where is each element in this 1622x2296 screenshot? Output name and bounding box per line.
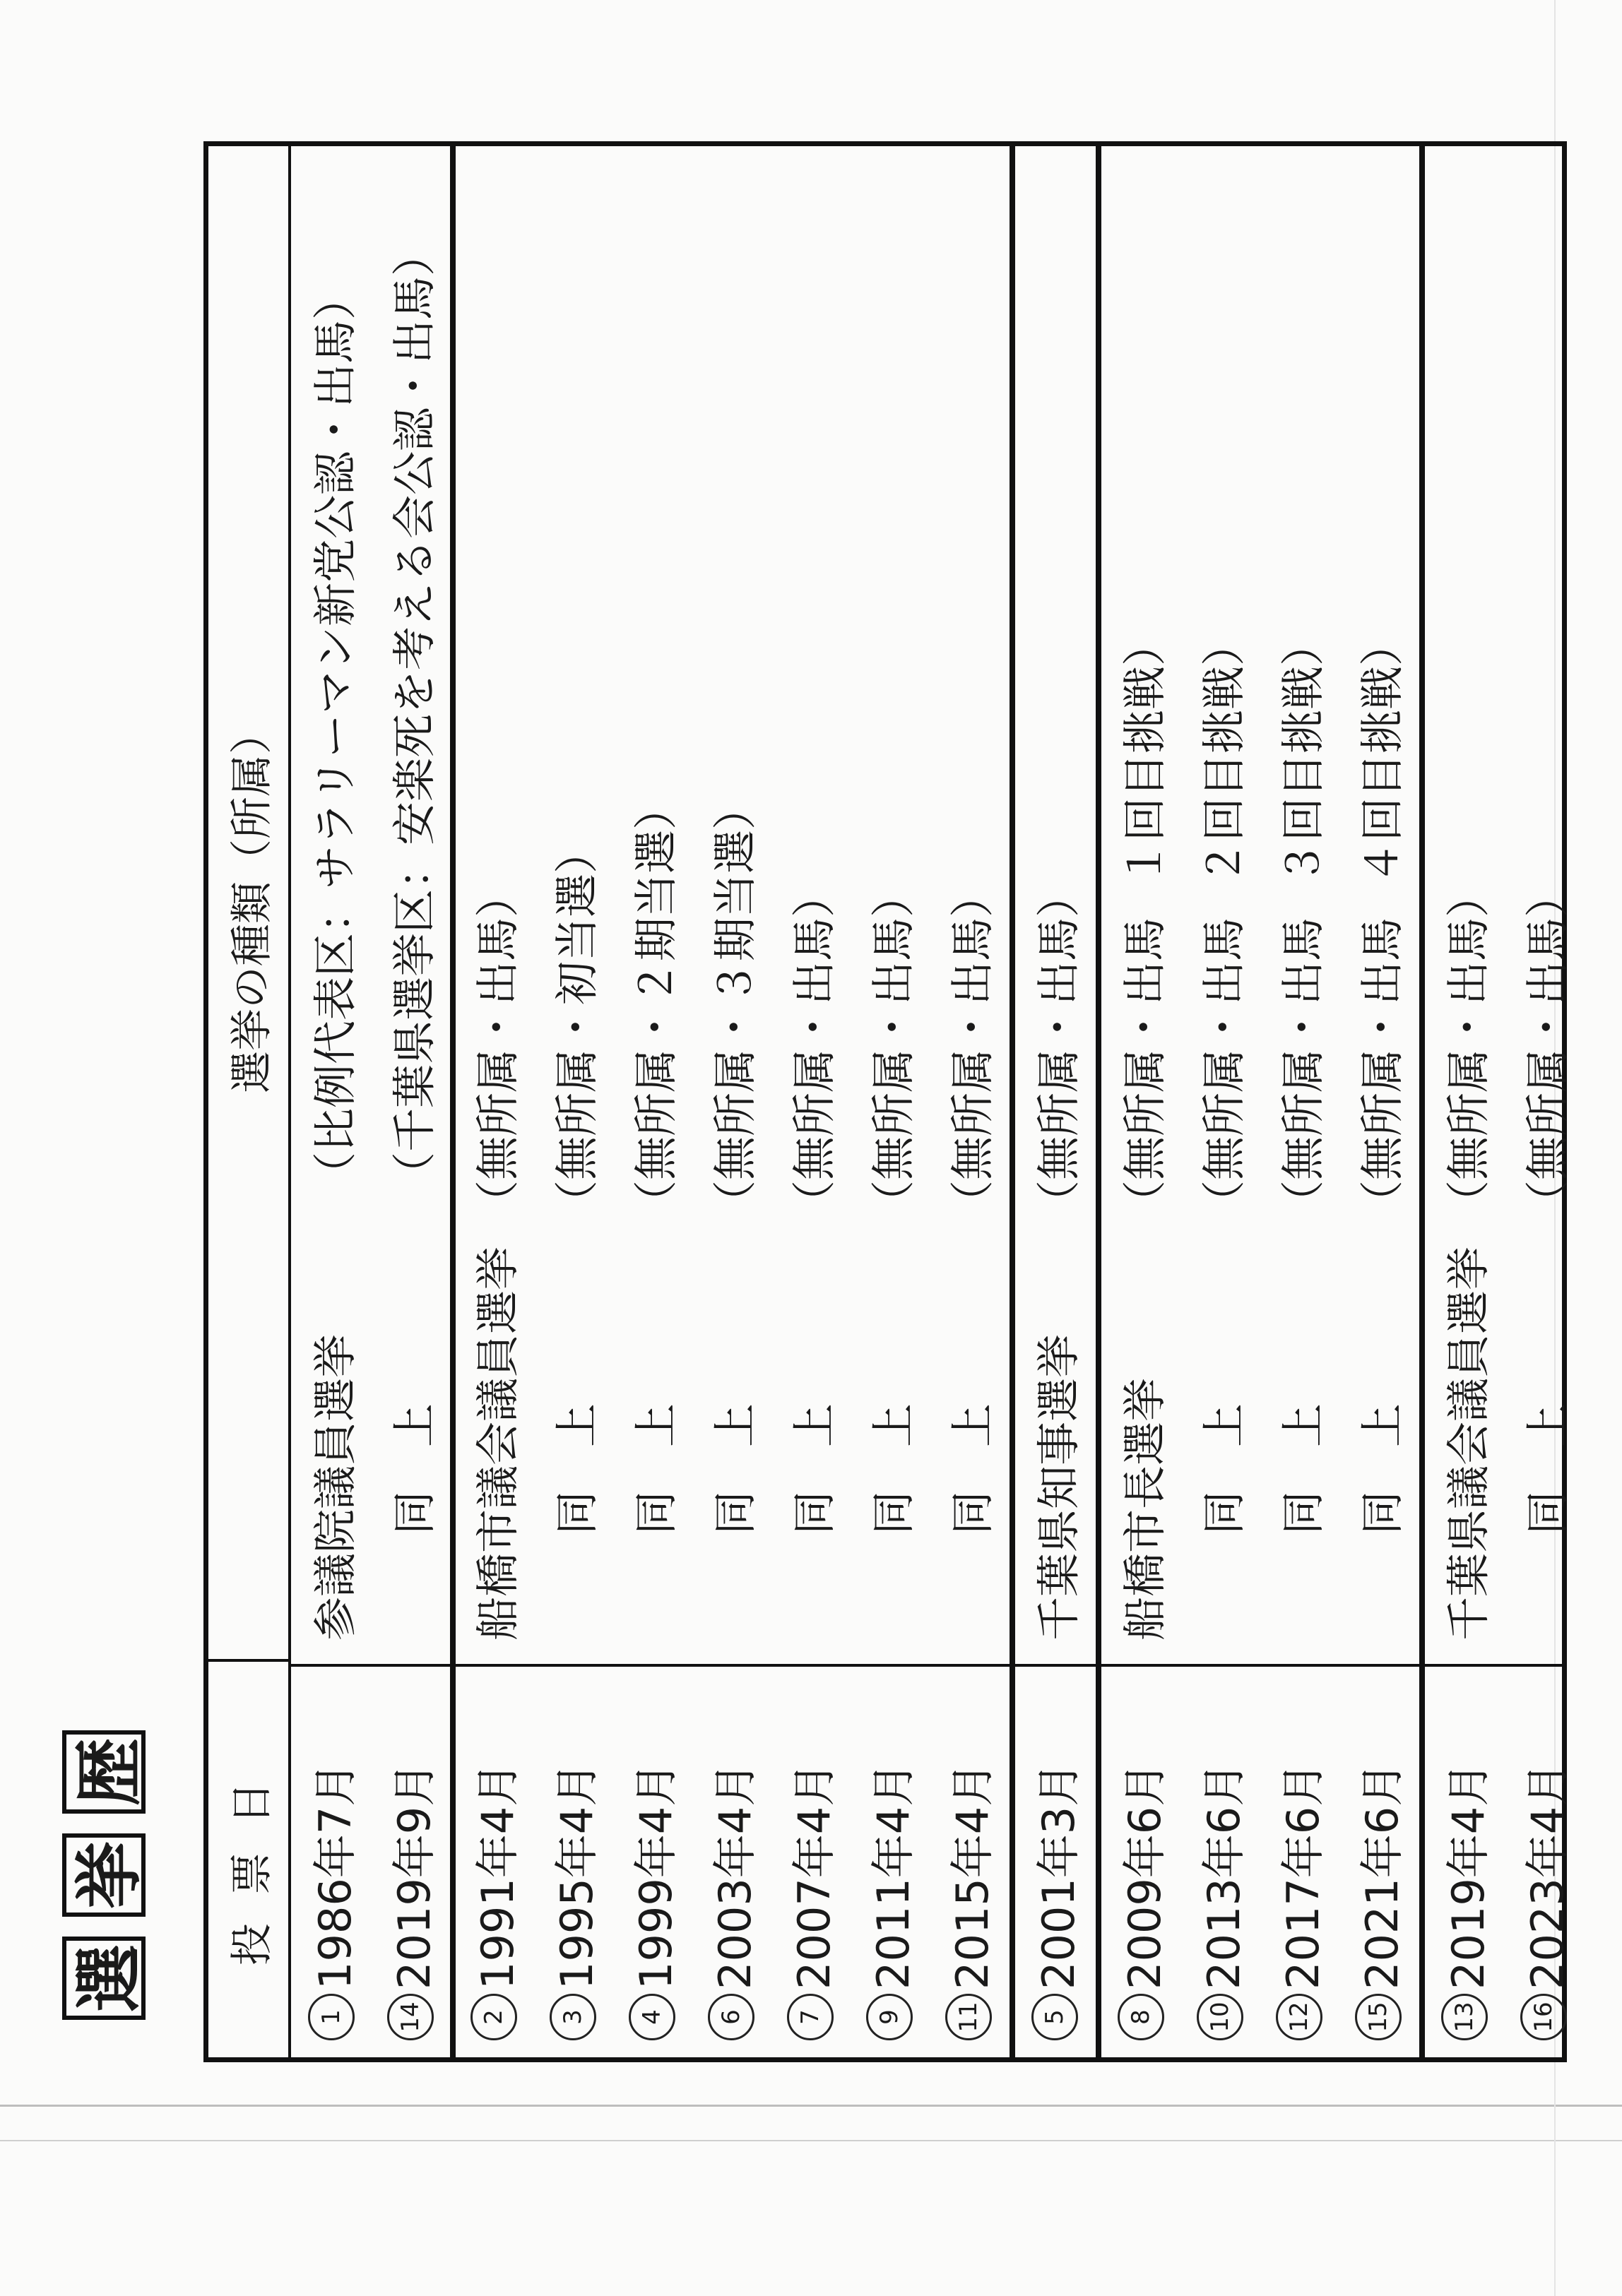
- election-kind: 同 上: [629, 1403, 682, 1535]
- row-number-badge: 11: [945, 1994, 992, 2040]
- table-row: [454, 146, 533, 2057]
- affiliation-detail: （無所属・出馬）: [471, 873, 523, 1224]
- row-number-badge: 4: [629, 1994, 675, 2040]
- vote-date: [1504, 1763, 1583, 2040]
- row-number-badge: 10: [1197, 1994, 1243, 2040]
- affiliation-detail: （無所属・出馬: [1197, 917, 1250, 1224]
- date-text: 2015年4月: [946, 1762, 998, 1989]
- attempt-note: １回目挑戦）: [1118, 621, 1171, 885]
- vote-date: [612, 1763, 692, 2040]
- vote-date: [1180, 1763, 1260, 2040]
- vote-date: [1101, 1763, 1180, 2040]
- vote-date: [371, 1763, 450, 2040]
- affiliation-detail: （無所属・３期当選）: [709, 785, 761, 1224]
- row-number-badge: 12: [1276, 1994, 1322, 2040]
- election-kind: 同 上: [788, 1403, 840, 1535]
- election-kind: 同 上: [1197, 1403, 1250, 1535]
- attempt-note: ３回目挑戦）: [1277, 621, 1329, 885]
- vote-date: [1425, 1763, 1504, 2040]
- election-kind: 同 上: [550, 1403, 603, 1535]
- table-row: [292, 146, 371, 2057]
- attempt-note: ４回目挑戦）: [1356, 621, 1408, 885]
- election-kind: 同 上: [1521, 1403, 1573, 1535]
- date-text: 2017年6月: [1277, 1762, 1329, 1989]
- affiliation-detail: （無所属・出馬: [1277, 917, 1329, 1224]
- row-number-badge: 16: [1520, 1994, 1567, 2040]
- group-divider: [1419, 146, 1425, 2057]
- affiliation-detail: （比例代表区：サラリーマン新党公認・出馬）: [309, 275, 361, 1196]
- affiliation-detail: （無所属・２期当選）: [629, 785, 682, 1224]
- row-number-badge: 9: [866, 1994, 913, 2040]
- group-divider: [1010, 146, 1015, 2057]
- vote-date: [929, 1763, 1008, 2040]
- row-number-badge: 3: [550, 1994, 596, 2040]
- header-date: 投票日: [208, 1659, 288, 2057]
- table-row: [692, 146, 771, 2057]
- election-kind: 船橋市長選挙: [1118, 1377, 1171, 1641]
- vote-date: [1339, 1763, 1418, 2040]
- election-kind: 千葉県知事選挙: [1032, 1333, 1084, 1641]
- table-header: [208, 146, 291, 2057]
- row-number-badge: 5: [1031, 1994, 1078, 2040]
- paper-edge: [0, 2140, 1622, 2141]
- rotated-document: [62, 141, 1574, 2062]
- table-row: [612, 146, 692, 2057]
- table-row: [1504, 146, 1583, 2057]
- table-row: [1180, 146, 1260, 2057]
- vote-date: [1260, 1763, 1339, 2040]
- table-row: [1425, 146, 1504, 2057]
- row-number-badge: 7: [787, 1994, 834, 2040]
- affiliation-detail: （無所属・出馬）: [946, 873, 998, 1224]
- vote-date: [1015, 1763, 1094, 2040]
- title-char: 選: [62, 1937, 146, 2020]
- date-text: 1999年4月: [629, 1762, 682, 1989]
- date-text: 1995年4月: [550, 1762, 603, 1989]
- election-kind: 船橋市議会議員選挙: [471, 1246, 523, 1641]
- election-kind: 同 上: [709, 1403, 761, 1535]
- table-row: [771, 146, 850, 2057]
- date-text: 1991年4月: [471, 1762, 523, 1989]
- attempt-note: ２回目挑戦）: [1197, 621, 1250, 885]
- table-row: [371, 146, 450, 2057]
- affiliation-detail: （無所属・出馬）: [788, 873, 840, 1224]
- election-kind: 同 上: [946, 1403, 998, 1535]
- election-history-table: [203, 141, 1573, 2062]
- affiliation-detail: （無所属・出馬）: [1521, 873, 1573, 1224]
- table-row: [1015, 146, 1094, 2057]
- election-kind: 同 上: [388, 1403, 440, 1535]
- date-text: 2013年6月: [1197, 1762, 1250, 1989]
- affiliation-detail: （無所属・初当選）: [550, 829, 603, 1224]
- row-number-badge: 1: [308, 1994, 355, 2040]
- paper-edge: [0, 2105, 1622, 2107]
- date-text: 2009年6月: [1118, 1762, 1171, 1989]
- election-kind: 参議院議員選挙: [309, 1333, 361, 1641]
- date-text: 2023年4月: [1521, 1762, 1573, 1989]
- group-divider: [1096, 146, 1101, 2057]
- election-kind: 千葉県議会議員選挙: [1442, 1246, 1494, 1641]
- vote-date: [533, 1763, 612, 2040]
- page-title: [62, 1711, 154, 2020]
- row-number-badge: 15: [1355, 1994, 1402, 2040]
- date-text: 2019年4月: [1442, 1762, 1494, 1989]
- affiliation-detail: （無所属・出馬: [1356, 917, 1408, 1224]
- date-text: 2003年4月: [709, 1762, 761, 1989]
- vote-date: [850, 1763, 929, 2040]
- row-number-badge: 14: [387, 1994, 434, 2040]
- table-row: [1260, 146, 1339, 2057]
- date-text: 2021年6月: [1356, 1762, 1408, 1989]
- election-kind: 同 上: [1277, 1403, 1329, 1535]
- election-kind: 同 上: [867, 1403, 919, 1535]
- table-row: [533, 146, 612, 2057]
- date-text: 2007年4月: [788, 1762, 840, 1989]
- vote-date: [454, 1763, 533, 2040]
- row-number-badge: 2: [470, 1994, 517, 2040]
- row-number-badge: 6: [708, 1994, 754, 2040]
- affiliation-detail: （無所属・出馬: [1118, 917, 1171, 1224]
- affiliation-detail: （無所属・出馬）: [1442, 873, 1494, 1224]
- table-row: [1101, 146, 1180, 2057]
- row-number-badge: 13: [1441, 1994, 1488, 2040]
- affiliation-detail: （無所属・出馬）: [867, 873, 919, 1224]
- vote-date: [692, 1763, 771, 2040]
- table-row: [1339, 146, 1418, 2057]
- table-row: [929, 146, 1008, 2057]
- date-text: 2001年3月: [1032, 1762, 1084, 1989]
- affiliation-detail: （千葉県選挙区：安楽死を考える会公認・出馬）: [388, 232, 440, 1196]
- title-char: 挙: [62, 1833, 146, 1917]
- date-text: 2019年9月: [388, 1762, 440, 1989]
- row-number-badge: 8: [1118, 1994, 1164, 2040]
- date-text: 2011年4月: [867, 1762, 919, 1989]
- table-row: [850, 146, 929, 2057]
- vote-date: [771, 1763, 850, 2040]
- header-kind: 選挙の種類（所属）: [227, 712, 277, 1093]
- affiliation-detail: （無所属・出馬）: [1032, 873, 1084, 1224]
- title-char: 歴: [62, 1730, 146, 1814]
- date-text: 1986年7月: [309, 1762, 361, 1989]
- election-kind: 同 上: [1356, 1403, 1408, 1535]
- vote-date: [292, 1763, 371, 2040]
